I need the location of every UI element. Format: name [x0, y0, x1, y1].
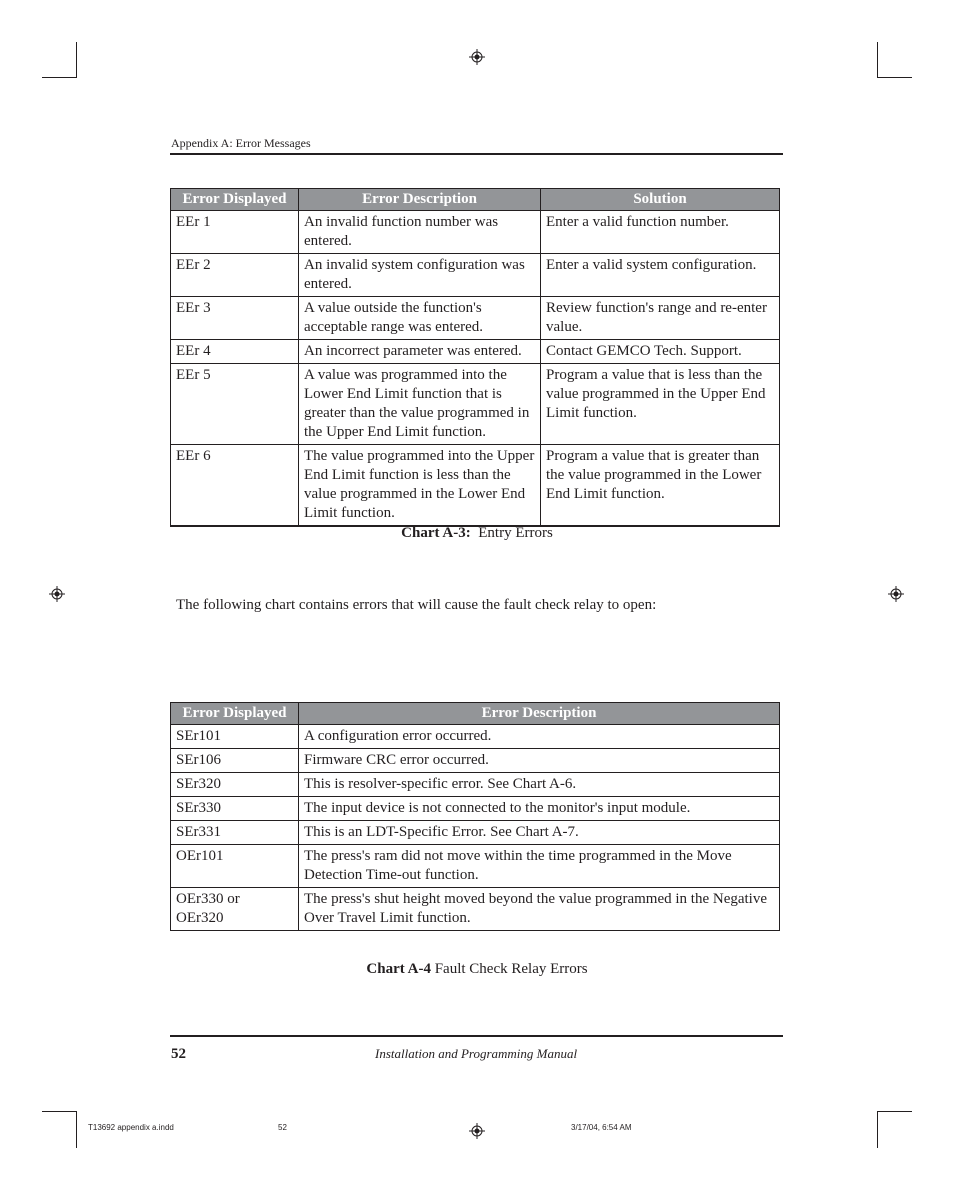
slug-page: 52 — [278, 1123, 287, 1132]
crop-mark — [877, 1111, 878, 1148]
footer-rule — [170, 1035, 783, 1037]
error-code: OEr101 — [171, 845, 299, 888]
error-code: EEr 4 — [171, 340, 299, 364]
page-number: 52 — [171, 1046, 186, 1062]
error-solution: Program a value that is greater than the value programmed in the Lower End Limit function. — [541, 445, 780, 527]
error-code: SEr101 — [171, 725, 299, 749]
entry-errors-table — [170, 188, 780, 527]
table-row — [171, 340, 780, 364]
error-description: A value outside the function's acceptable range was entered. — [299, 297, 541, 340]
error-solution: Enter a valid function number. — [541, 211, 780, 254]
crop-mark — [42, 1111, 77, 1112]
table-row — [171, 725, 780, 749]
column-header: Error Description — [299, 703, 780, 725]
chart-a4-caption — [0, 961, 954, 978]
manual-title: Installation and Programming Manual — [375, 1046, 578, 1061]
registration-mark-icon — [49, 586, 65, 602]
error-code: OEr330 or OEr320 — [171, 888, 299, 931]
caption-text: Entry Errors — [478, 525, 553, 541]
error-solution: Contact GEMCO Tech. Support. — [541, 340, 780, 364]
error-description: An invalid system configuration was entered. — [299, 254, 541, 297]
table-row — [171, 364, 780, 445]
table-header-row — [171, 189, 780, 211]
column-header: Error Description — [299, 189, 541, 211]
registration-mark-icon — [888, 586, 904, 602]
fault-errors-table — [170, 702, 780, 931]
column-header: Solution — [541, 189, 780, 211]
crop-mark — [877, 77, 912, 78]
table-row — [171, 297, 780, 340]
error-code: SEr106 — [171, 749, 299, 773]
error-description: A configuration error occurred. — [299, 725, 780, 749]
error-solution: Program a value that is less than the value programmed in the Upper End Limit function. — [541, 364, 780, 445]
column-header: Error Displayed — [171, 189, 299, 211]
running-head: Appendix A: Error Messages — [171, 136, 311, 150]
error-code: EEr 5 — [171, 364, 299, 445]
slug-filename: T13692 appendix a.indd — [88, 1123, 174, 1132]
crop-mark — [76, 42, 77, 78]
error-code: SEr330 — [171, 797, 299, 821]
error-description: Firmware CRC error occurred. — [299, 749, 780, 773]
caption-label: Chart A-3: — [401, 525, 471, 541]
caption-label: Chart A-4 — [366, 961, 431, 977]
table-header-row — [171, 703, 780, 725]
error-solution: Review function's range and re-enter value. — [541, 297, 780, 340]
table-row — [171, 773, 780, 797]
error-description: This is resolver-specific error. See Chart A-6. — [299, 773, 780, 797]
table-row — [171, 749, 780, 773]
registration-mark-icon — [469, 1123, 485, 1139]
error-description: The value programmed into the Upper End Limit function is less than the value programmed in the Lower End Limit function. — [299, 445, 541, 527]
error-description: This is an LDT-Specific Error. See Chart A-7. — [299, 821, 780, 845]
error-description: The press's shut height moved beyond the value programmed in the Negative Over Travel Limit function. — [299, 888, 780, 931]
table-row — [171, 797, 780, 821]
intro-paragraph: The following chart contains errors that will cause the fault check relay to open: — [176, 597, 657, 613]
crop-mark — [877, 1111, 912, 1112]
table-row — [171, 821, 780, 845]
chart-a3-caption — [0, 525, 954, 542]
error-description: The press's ram did not move within the time programmed in the Move Detection Time-out function. — [299, 845, 780, 888]
error-description: An incorrect parameter was entered. — [299, 340, 541, 364]
registration-mark-icon — [469, 49, 485, 65]
error-code: EEr 2 — [171, 254, 299, 297]
crop-mark — [877, 42, 878, 78]
slug-timestamp: 3/17/04, 6:54 AM — [571, 1123, 632, 1132]
error-code: EEr 3 — [171, 297, 299, 340]
error-solution: Enter a valid system configuration. — [541, 254, 780, 297]
table-row — [171, 845, 780, 888]
crop-mark — [76, 1111, 77, 1148]
table-row — [171, 254, 780, 297]
error-description: The input device is not connected to the monitor's input module. — [299, 797, 780, 821]
error-description: A value was programmed into the Lower End Limit function that is greater than the value programmed in the Upper End Limit function. — [299, 364, 541, 445]
header-rule — [170, 153, 783, 155]
caption-text: Fault Check Relay Errors — [434, 961, 588, 977]
error-code: SEr331 — [171, 821, 299, 845]
error-code: SEr320 — [171, 773, 299, 797]
table-row — [171, 211, 780, 254]
error-description: An invalid function number was entered. — [299, 211, 541, 254]
crop-mark — [42, 77, 77, 78]
error-code: EEr 1 — [171, 211, 299, 254]
column-header: Error Displayed — [171, 703, 299, 725]
table-row — [171, 888, 780, 931]
table-row — [171, 445, 780, 527]
error-code: EEr 6 — [171, 445, 299, 527]
